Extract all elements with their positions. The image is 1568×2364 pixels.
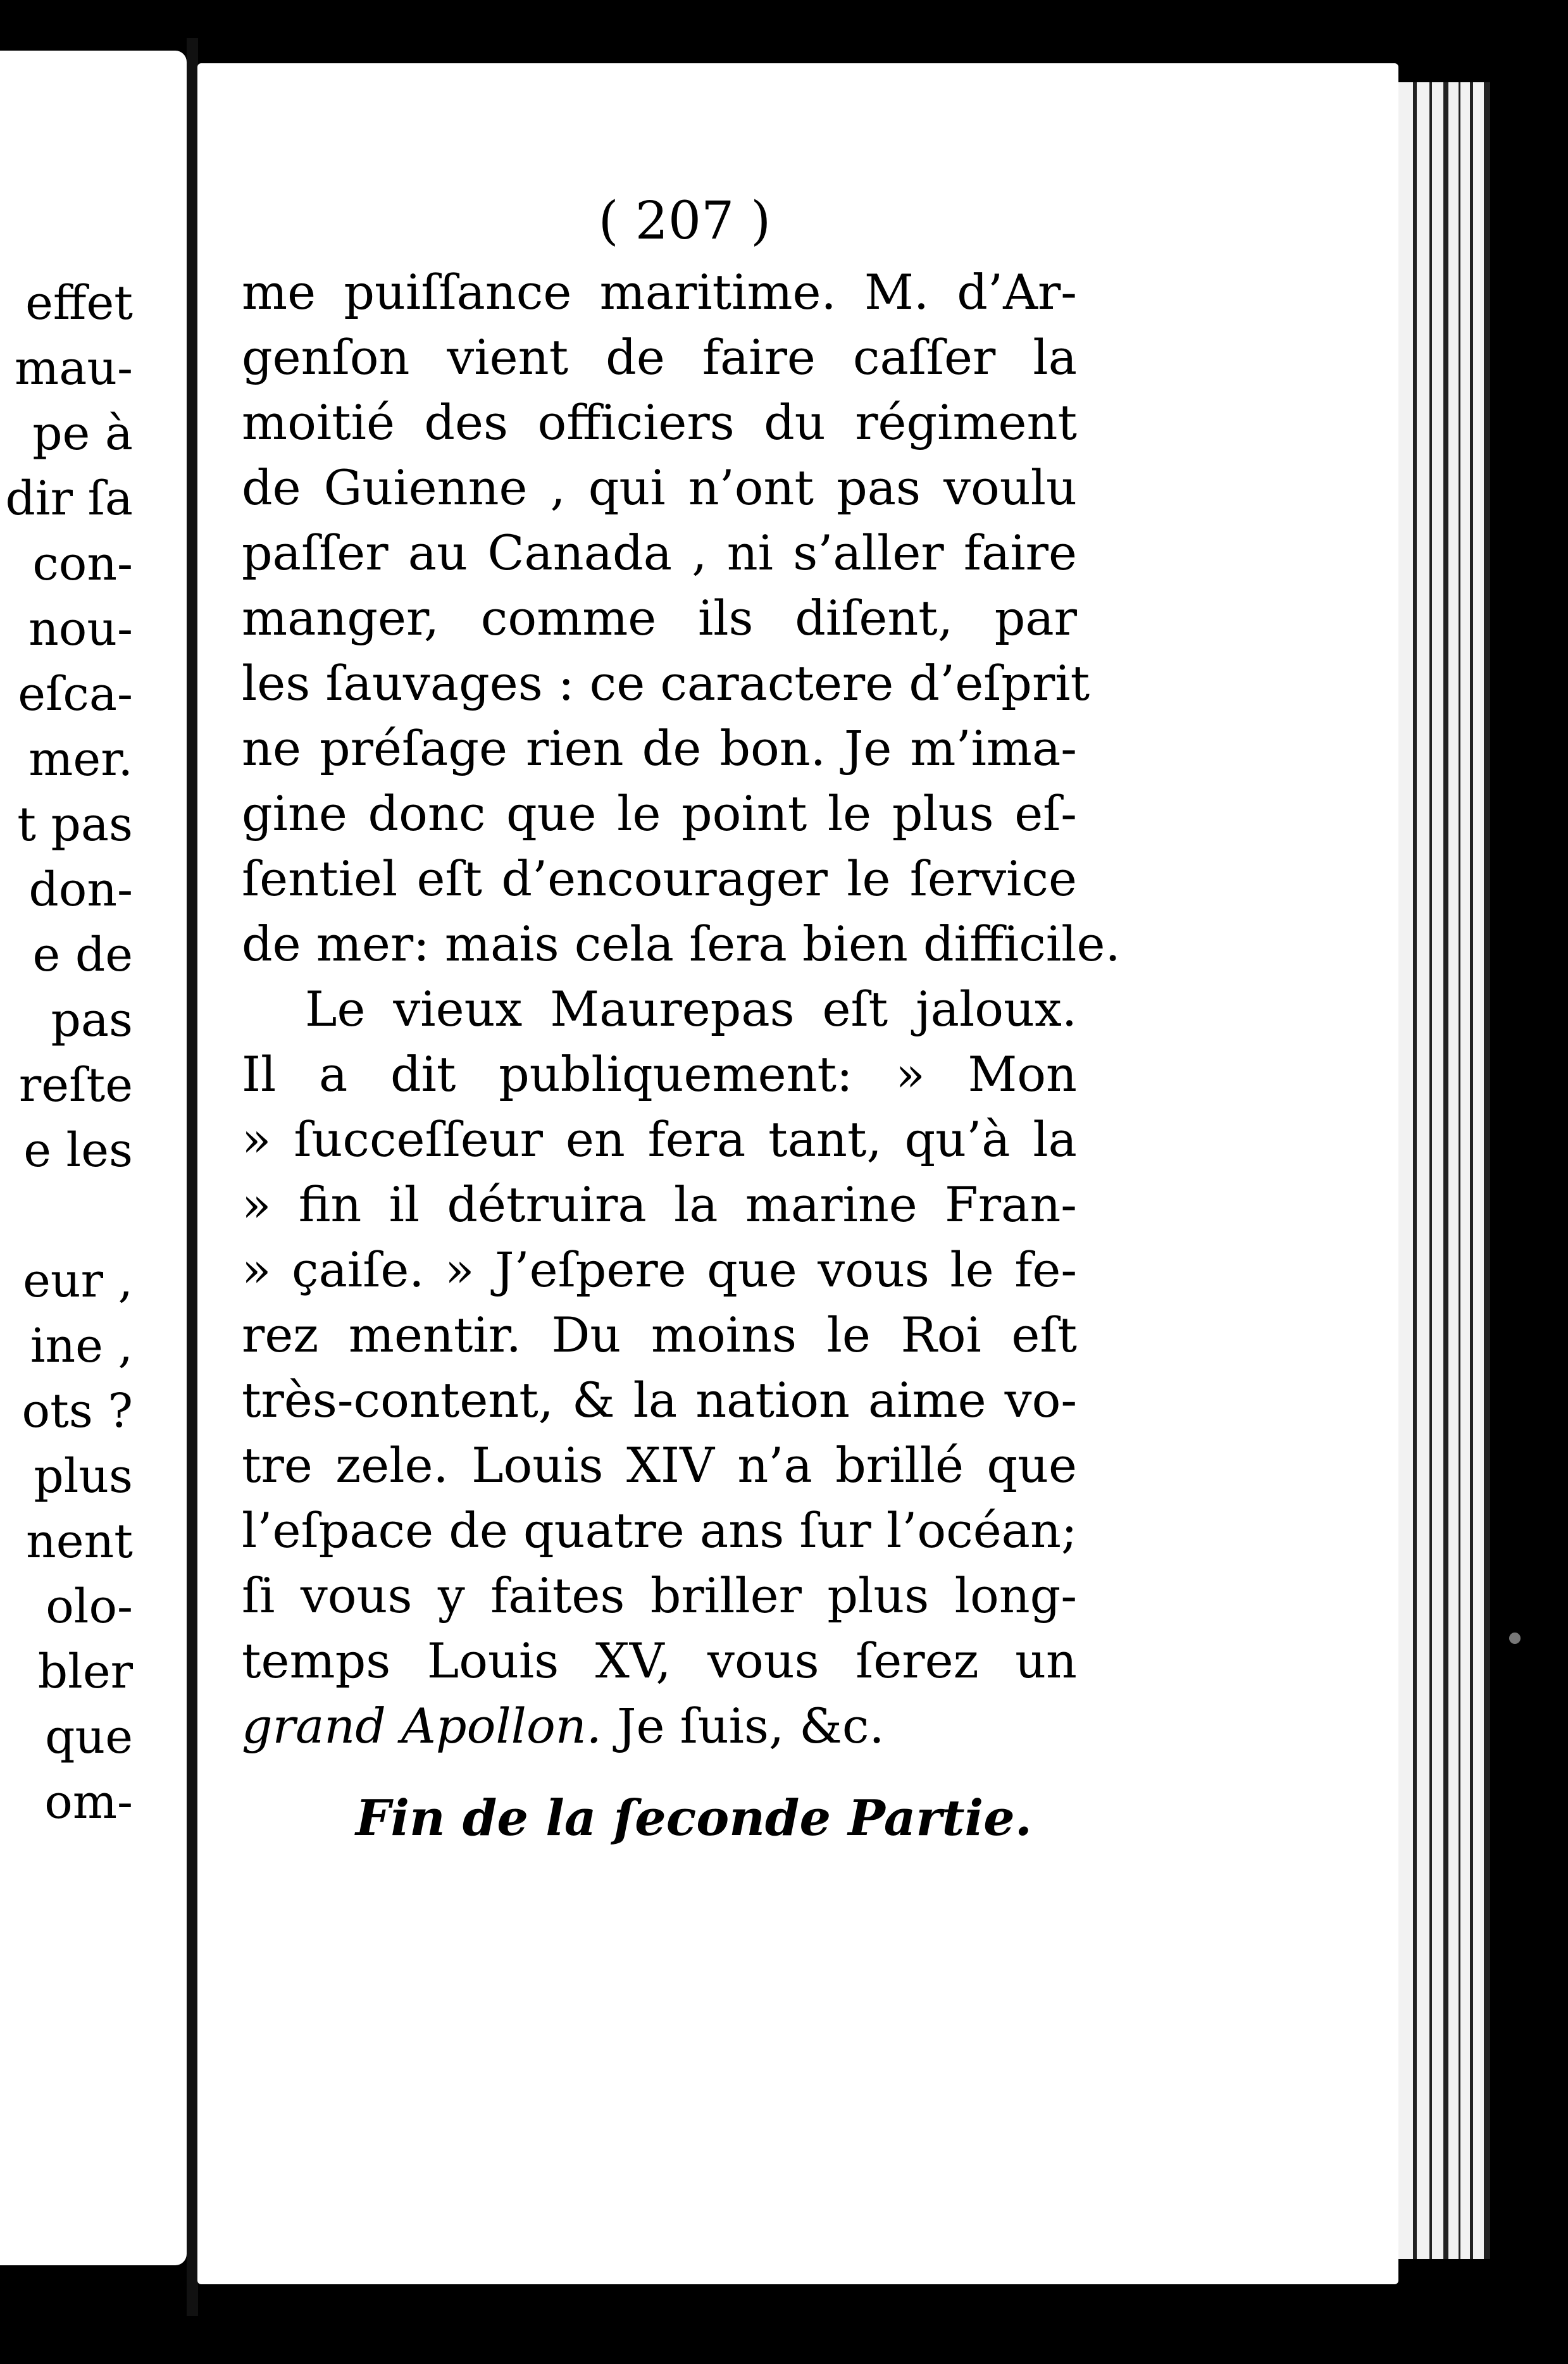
text-line: me puiſſance maritime. M. d’Ar- <box>242 264 1077 320</box>
facing-line: eur , <box>23 1254 133 1308</box>
facing-line: effet <box>25 276 133 330</box>
text-line: ſi vous y faites briller plus long- <box>242 1567 1077 1624</box>
text-line: de mer: mais cela ſera bien difficile. <box>242 916 1121 972</box>
facing-line: nent <box>26 1514 133 1569</box>
facing-line: mer. <box>28 732 133 787</box>
facing-line: e de <box>32 928 133 982</box>
text-line-final <box>242 1693 1077 1758</box>
facing-line <box>0 1183 133 1248</box>
facing-page-text <box>0 271 133 1835</box>
facing-line: don- <box>28 862 133 917</box>
text-line: moitié des officiers du régiment <box>242 394 1077 451</box>
text-line: temps Louis XV, vous ſerez un <box>242 1633 1077 1689</box>
text-line: manger, comme ils diſent, par <box>242 590 1077 646</box>
facing-line: om- <box>44 1775 133 1829</box>
facing-line: bler <box>37 1645 133 1699</box>
facing-line: ine , <box>30 1319 133 1373</box>
text-line: ne préſage rien de bon. Je m’ima- <box>242 720 1077 776</box>
part-colophon: Fin de la ſeconde Partie. <box>356 1789 1032 1847</box>
facing-line: e les <box>23 1123 133 1178</box>
facing-line: eſca- <box>18 667 133 721</box>
facing-line: pas <box>51 993 133 1047</box>
text-line: de Guienne , qui n’ont pas voulu <box>242 459 1077 516</box>
facing-line: con- <box>32 537 133 591</box>
facing-line: mau- <box>15 341 133 395</box>
text-line: » fin il détruira la marine Fran- <box>242 1176 1077 1233</box>
text-line: paſſer au Canada , ni s’aller faire <box>242 525 1077 581</box>
facing-line: pe à <box>32 406 133 461</box>
page-text <box>242 190 1121 1853</box>
closing-phrase: Je ſuis, &c. <box>601 1698 885 1754</box>
facing-line: nou- <box>28 602 133 656</box>
text-line: gine donc que le point le plus eſ- <box>242 785 1077 842</box>
page-right <box>197 63 1398 2284</box>
text-line: ſentiel eſt d’encourager le ſervice <box>242 850 1077 907</box>
facing-line: ots ? <box>22 1384 133 1438</box>
facing-page-left <box>0 51 187 2265</box>
text-line: Il a dit publiquement: » Mon <box>242 1046 1077 1102</box>
facing-line: dir ſa <box>5 471 133 526</box>
facing-line: plus <box>34 1449 133 1503</box>
facing-line: olo- <box>46 1579 133 1634</box>
book-gutter <box>187 38 198 2316</box>
text-line: » çaiſe. » J’eſpere que vous le fe- <box>242 1241 1077 1298</box>
text-line: » ſucceſſeur en fera tant, qu’à la <box>242 1111 1077 1167</box>
page-block-edges <box>1395 82 1490 2259</box>
text-line: tre zele. Louis XIV n’a brillé que <box>242 1437 1077 1493</box>
text-line: l’eſpace de quatre ans ſur l’océan; <box>242 1502 1078 1558</box>
facing-line: t pas <box>17 797 133 852</box>
page-number: ( 207 ) <box>598 191 771 251</box>
text-line: rez mentir. Du moins le Roi eſt <box>242 1307 1077 1363</box>
facing-line: que <box>45 1710 133 1764</box>
text-line: genſon vient de faire caſſer la <box>242 329 1077 385</box>
text-line: les ſauvages : ce caractere d’eſprit <box>242 655 1090 711</box>
facing-line: reſte <box>18 1058 133 1112</box>
italic-phrase: grand Apollon. <box>242 1698 602 1754</box>
text-line-paragraph-start: Le vieux Maurepas eſt jaloux. <box>305 981 1077 1037</box>
dust-speck <box>1509 1633 1521 1644</box>
text-line: très-content, & la nation aime vo- <box>242 1372 1077 1428</box>
